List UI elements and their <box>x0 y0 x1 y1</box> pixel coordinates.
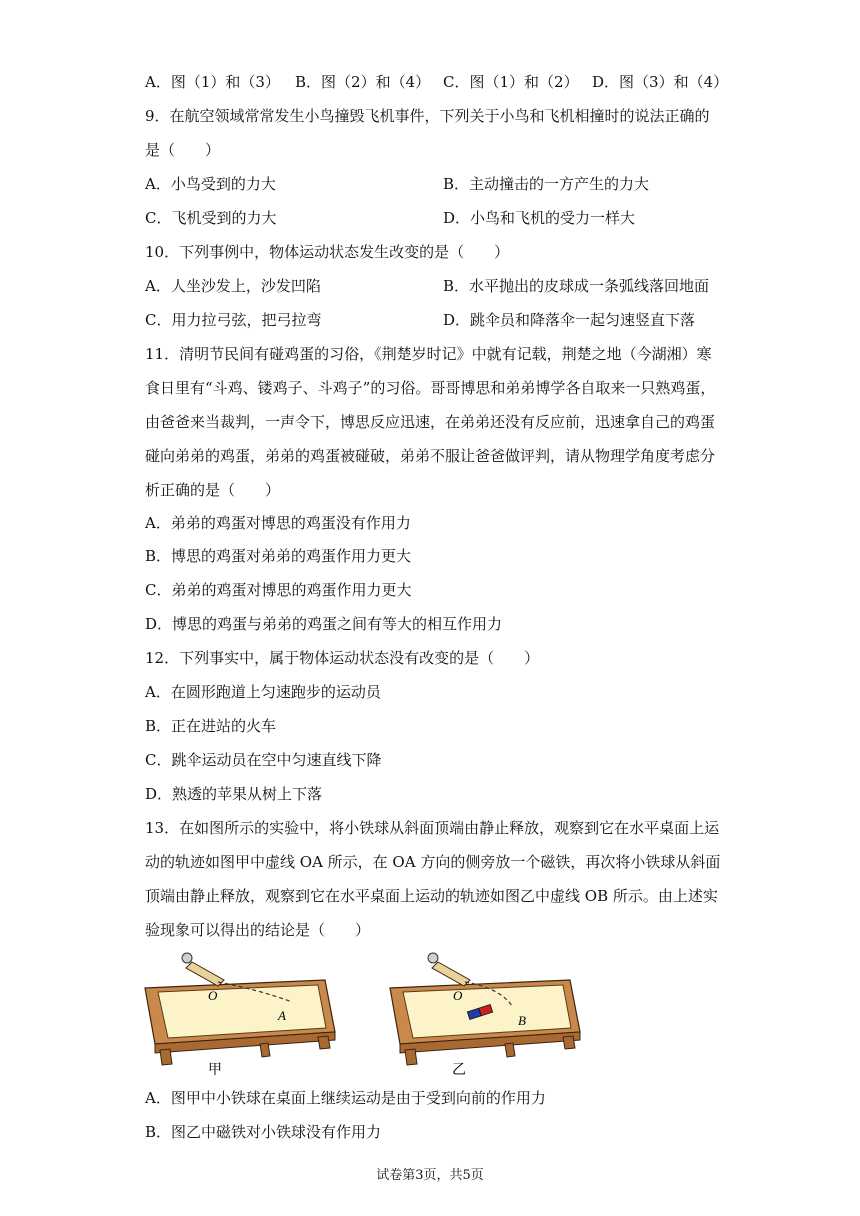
q13-stem-line-3: 顶端由静止释放，观察到它在水平桌面上运动的轨迹如图乙中虚线 OB 所示。由上述实 <box>145 887 718 905</box>
q10-option-a: A．人坐沙发上，沙发凹陷 <box>145 277 321 295</box>
q13-stem-line-2: 动的轨迹如图甲中虚线 OA 所示，在 OA 方向的侧旁放一个磁铁，再次将小铁球从斜面 <box>145 853 721 871</box>
left-point-o: O <box>208 988 218 1003</box>
right-point-b: B <box>518 1013 526 1028</box>
q13-stem-line-1: 13．在如图所示的实验中，将小铁球从斜面顶端由静止释放，观察到它在水平桌面上运 <box>145 819 720 837</box>
q9-option-a: A．小鸟受到的力大 <box>145 175 276 193</box>
q10-option-c: C．用力拉弓弦，把弓拉弯 <box>145 311 322 329</box>
q11-stem-line-2: 食日里有“斗鸡、镂鸡子、斗鸡子”的习俗。哥哥博思和弟弟博学各自取来一只熟鸡蛋， <box>145 379 716 397</box>
q12-stem: 12．下列事实中，属于物体运动状态没有改变的是（ ） <box>145 649 540 667</box>
q10-options-row-2 <box>145 310 725 330</box>
q9-stem-line-1: 9．在航空领域常常发生小鸟撞毁飞机事件，下列关于小鸟和飞机相撞时的说法正确的 <box>145 107 710 125</box>
q10-options-row-1 <box>145 276 725 296</box>
q11-stem-line-3: 由爸爸来当裁判，一声令下，博思反应迅速，在弟弟还没有反应前，迅速拿自己的鸡蛋 <box>145 413 716 431</box>
q9-option-c: C．飞机受到的力大 <box>145 209 277 227</box>
q10-option-d: D．跳伞员和降落伞一起匀速竖直下落 <box>443 311 696 329</box>
q13-stem-line-4: 验现象可以得出的结论是（ ） <box>145 921 371 939</box>
q8-options <box>145 72 729 92</box>
left-caption: 甲 <box>208 1062 222 1078</box>
q10-option-b: B．水平抛出的皮球成一条弧线落回地面 <box>443 277 710 295</box>
q8-option-a: A．图（1）和（3） <box>145 73 280 91</box>
q13-figure-svg <box>140 940 600 1080</box>
right-point-o: O <box>453 988 463 1003</box>
q12-option-d: D．熟透的苹果从树上下落 <box>145 785 323 803</box>
q11-option-d: D．博思的鸡蛋与弟弟的鸡蛋之间有等大的相互作用力 <box>145 615 503 633</box>
q9-option-b: B．主动撞击的一方产生的力大 <box>443 175 650 193</box>
q9-options-row-2 <box>145 208 725 228</box>
q9-options-row-1 <box>145 174 725 194</box>
q8-option-b: B．图（2）和（4） <box>295 73 431 91</box>
table-left-illustration <box>145 953 335 1065</box>
page-footer: 试卷第3页，共5页 <box>376 1168 484 1183</box>
q12-option-b: B．正在进站的火车 <box>145 717 277 735</box>
right-caption: 乙 <box>452 1062 466 1078</box>
q13-option-b: B．图乙中磁铁对小铁球没有作用力 <box>145 1123 382 1141</box>
q12-option-c: C．跳伞运动员在空中匀速直线下降 <box>145 751 382 769</box>
q10-stem: 10．下列事例中，物体运动状态发生改变的是（ ） <box>145 243 510 261</box>
q11-option-a: A．弟弟的鸡蛋对博思的鸡蛋没有作用力 <box>145 514 411 532</box>
q12-option-a: A．在圆形跑道上匀速跑步的运动员 <box>145 683 381 701</box>
q8-option-c: C．图（1）和（2） <box>443 73 579 91</box>
q11-stem-line-5: 析正确的是（ ） <box>145 481 281 499</box>
q11-option-b: B．博思的鸡蛋对弟弟的鸡蛋作用力更大 <box>145 547 412 565</box>
q8-option-d: D．图（3）和（4） <box>592 73 729 91</box>
q11-stem-line-4: 碰向弟弟的鸡蛋，弟弟的鸡蛋被碰破，弟弟不服让爸爸做评判，请从物理学角度考虑分 <box>145 447 716 465</box>
q13-figure <box>140 940 600 1080</box>
left-point-a: A <box>278 1008 286 1023</box>
q13-option-a: A．图甲中小铁球在桌面上继续运动是由于受到向前的作用力 <box>145 1089 546 1107</box>
q9-option-d: D．小鸟和飞机的受力一样大 <box>443 209 636 227</box>
q9-stem-line-2: 是（ ） <box>145 141 221 159</box>
q11-stem-line-1: 11．清明节民间有碰鸡蛋的习俗，《荆楚岁时记》中就有记载，荆楚之地（今湖湘）寒 <box>145 345 712 363</box>
q11-option-c: C．弟弟的鸡蛋对博思的鸡蛋作用力更大 <box>145 581 412 599</box>
